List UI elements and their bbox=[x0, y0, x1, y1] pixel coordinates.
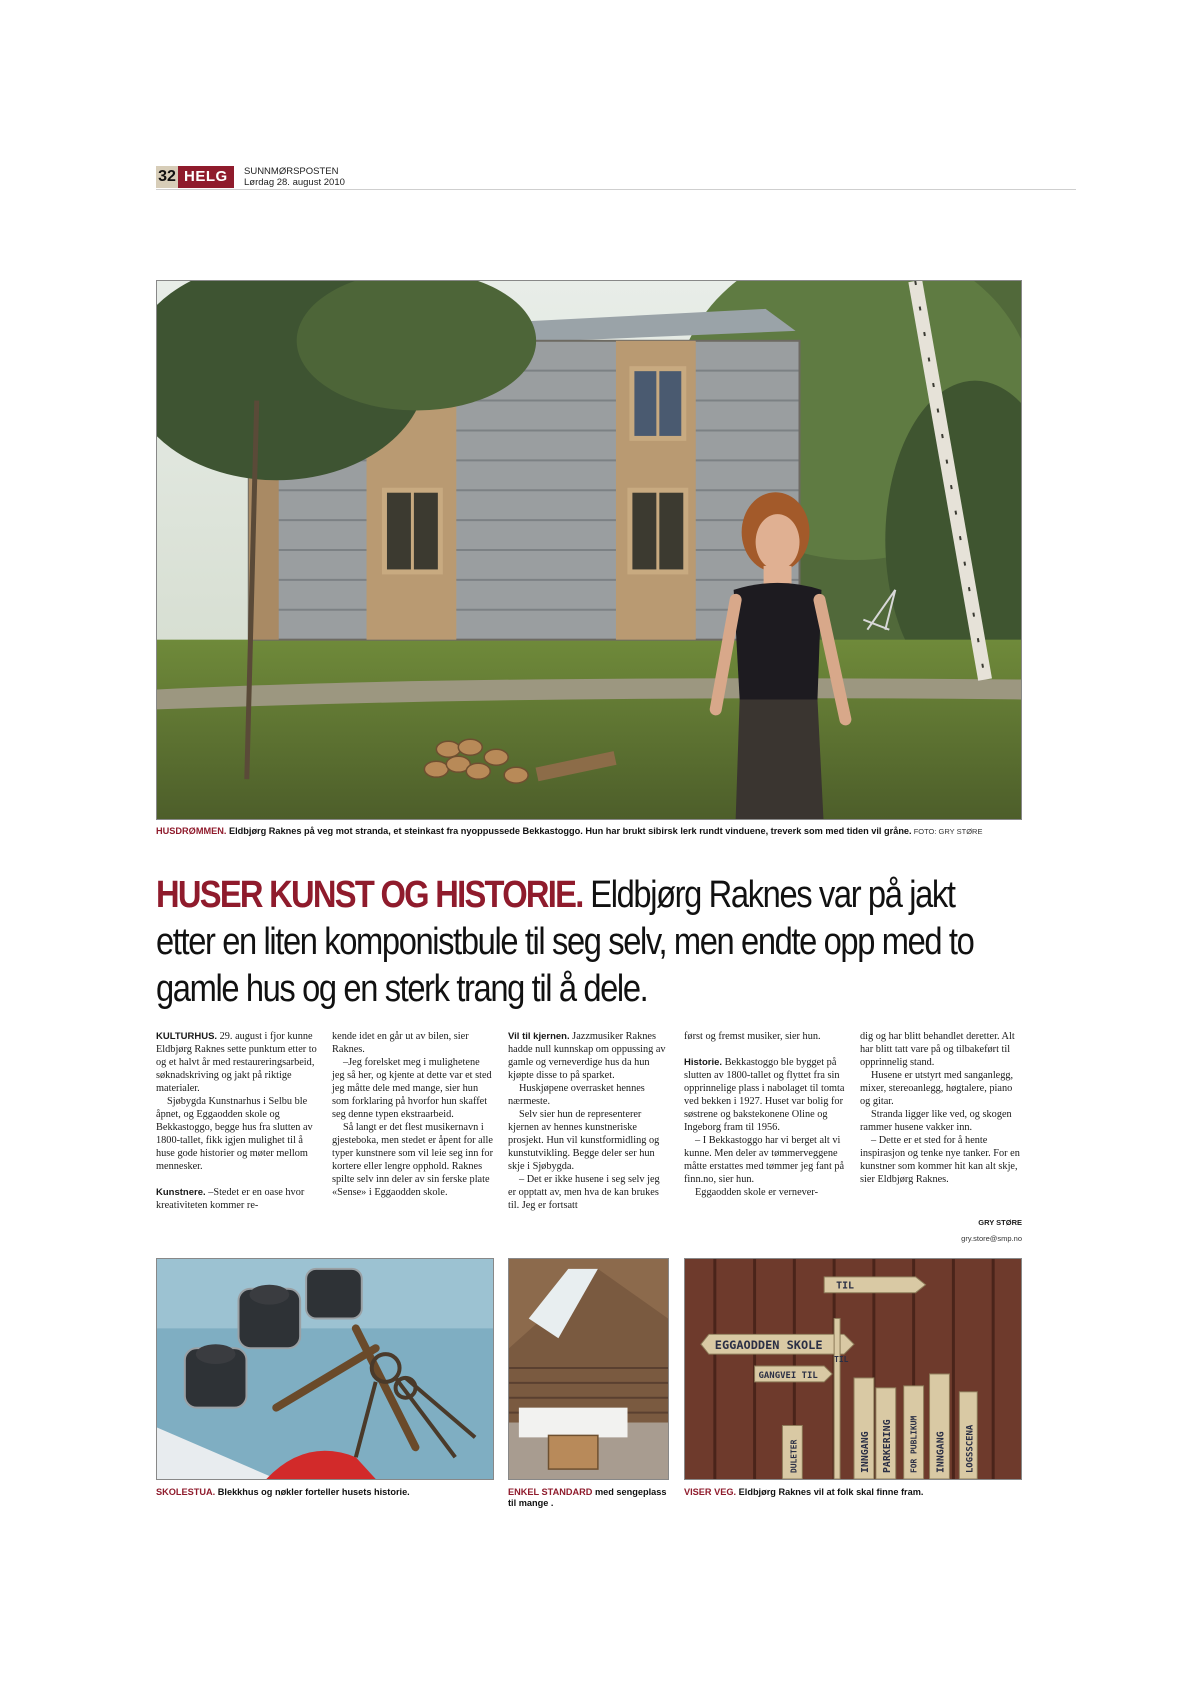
caption-lead: SKOLESTUA. bbox=[156, 1487, 216, 1497]
signposts-illustration bbox=[685, 1259, 1021, 1479]
sign-logsscena: LOGSSCENA bbox=[965, 1424, 976, 1474]
paragraph: kende idet en går ut av bilen, sier Raknes. bbox=[332, 1031, 469, 1055]
paragraph: Huskjøpene overrasket hennes nærmeste. bbox=[508, 1083, 645, 1107]
paragraph: Eggaodden skole er vernever- bbox=[695, 1187, 819, 1198]
caption-lead: ENKEL STANDARD bbox=[508, 1487, 593, 1497]
byline-email-link[interactable]: gry.store@smp.no bbox=[961, 1234, 1022, 1243]
headline bbox=[156, 872, 1020, 1013]
paragraph bbox=[684, 1056, 846, 1134]
signs-photo-caption bbox=[684, 1487, 1022, 1498]
photo-credit: FOTO: GRY STØRE bbox=[911, 827, 983, 836]
sign-eggaodden-skole: EGGAODDEN SKOLE bbox=[714, 1338, 823, 1353]
paragraph: Sjøbygda Kunstnarhus i Selbu ble åpnet, og Eggaodden skole og Bekkastoggo, begge hus fra slutten av 1800-tallet, fikk igjen mulighet til å huse gode historier og møter mellom mennesker. bbox=[156, 1096, 313, 1172]
article-column-2 bbox=[332, 1030, 494, 1199]
page-header bbox=[156, 166, 1076, 190]
caption-text: Eldbjørg Raknes på veg mot stranda, et steinkast fra nyoppussede Bekkastoggo. Hun har brukt sibirsk lerk rundt vinduene, treverk som med tiden vil gråne. bbox=[226, 826, 912, 836]
article-column-3 bbox=[508, 1030, 670, 1212]
attic-photo bbox=[508, 1258, 669, 1480]
paragraph: – Dette er et sted for å hente inspirasjon og tenke nye tanker. For en kunstner som kommer hit kan alt skje, sier Eldbjørg Raknes. bbox=[860, 1135, 1020, 1185]
paragraph-text: 29. august i fjor kunne Eldbjørg Raknes sette punktum etter to og et halvt år med restaureringsarbeid, søknadskriving og jakt på riktige materialer. bbox=[156, 1031, 317, 1094]
sign-duleter: DULETER bbox=[789, 1439, 799, 1474]
keys-photo bbox=[156, 1258, 494, 1480]
caption-text: Blekkhus og nøkler forteller husets historie. bbox=[215, 1487, 410, 1497]
page-number: 32 bbox=[156, 166, 178, 188]
newspaper-name: SUNNMØRSPOSTEN bbox=[244, 166, 339, 177]
caption-lead: HUSDRØMMEN. bbox=[156, 826, 227, 836]
masthead bbox=[244, 166, 345, 188]
subhead: Vil til kjernen. bbox=[508, 1031, 570, 1042]
paragraph: Stranda ligger like ved, og skogen rammer husene vakker inn. bbox=[860, 1109, 1012, 1133]
caption-text: med sengeplass til mange . bbox=[508, 1487, 667, 1508]
subhead: Kunstnere. bbox=[156, 1187, 206, 1198]
paragraph bbox=[508, 1030, 670, 1082]
inkwells-keys-illustration bbox=[157, 1259, 493, 1479]
caption-text: Eldbjørg Raknes vil at folk skal finne fram. bbox=[736, 1487, 924, 1497]
attic-photo-caption bbox=[508, 1487, 669, 1509]
paragraph: – Det er ikke husene i seg selv jeg er opptatt av, men hva de kan brukes til. Jeg er fortsatt bbox=[508, 1174, 660, 1211]
sign-inngang-2: INNGANG bbox=[935, 1431, 947, 1474]
paragraph: –Jeg forelsket meg i mulighetene jeg så her, og kjente at dette var et sted jeg måtte dele med mange, sier hun som forklaring på hvorfor hun skaffet seg denne typen ekstraarbeid. bbox=[332, 1057, 492, 1120]
paragraph-text: –Stedet er en oase hvor kreativiteten kommer re- bbox=[156, 1187, 305, 1211]
paragraph: Husene er utstyrt med sanganlegg, mixer, stereoanlegg, høgtalere, piano og gitar. bbox=[860, 1070, 1014, 1107]
sign-gangvei: GANGVEI TIL bbox=[758, 1370, 818, 1381]
byline-name: GRY STØRE bbox=[978, 1218, 1022, 1227]
article-column-1 bbox=[156, 1030, 318, 1212]
paragraph: Selv sier hun de representerer kjernen av hennes kunstneriske prosjekt. Hun vil kunstformidling og kunstutvikling. Begge deler ser hun skje i Sjøbygda. bbox=[508, 1109, 660, 1172]
subhead: KULTURHUS. bbox=[156, 1031, 218, 1042]
article-column-5 bbox=[860, 1030, 1022, 1186]
house-photo-illustration bbox=[157, 281, 1021, 819]
caption-lead: VISER VEG. bbox=[684, 1487, 737, 1497]
paragraph bbox=[156, 1186, 318, 1212]
main-photo bbox=[156, 280, 1022, 820]
subhead: Historie. bbox=[684, 1057, 723, 1068]
paragraph-text: Bekkastoggo ble bygget på slutten av 1800-tallet og flyttet fra sin opprinnelige plass i nabolaget til tomta ved bekken i 1927. Huset var bolig for søstrene og bakstekonene Oline og Ingeborg fram til 1956. bbox=[684, 1057, 845, 1133]
attic-room-illustration bbox=[509, 1259, 668, 1479]
main-photo-caption bbox=[156, 826, 1022, 837]
section-label: HELG bbox=[178, 166, 234, 188]
signs-photo bbox=[684, 1258, 1022, 1480]
sign-for-publikum: FOR PUBLIKUM bbox=[909, 1415, 919, 1474]
keys-photo-caption bbox=[156, 1487, 494, 1498]
paragraph-text: Jazzmusiker Raknes hadde null kunnskap om oppussing av gamle og verneverdige hus da hun kjøpte disse to på sparket. bbox=[508, 1031, 666, 1081]
issue-date: Lørdag 28. august 2010 bbox=[244, 177, 345, 188]
sign-inngang: INNGANG bbox=[859, 1431, 871, 1474]
byline bbox=[860, 1218, 1022, 1246]
article-column-4 bbox=[684, 1030, 846, 1199]
sign-til-2: TIL bbox=[834, 1355, 849, 1365]
sign-parkering: PARKERING bbox=[881, 1419, 893, 1474]
paragraph: Så langt er det flest musikernavn i gjesteboka, men stedet er åpent for alle typer kunstnere som vil leie seg inn for kortere eller lengre opphold. Raknes spilte selv inn deler av sin ferske plate «Sense» i Eggaodden skole. bbox=[332, 1122, 493, 1198]
paragraph bbox=[156, 1030, 318, 1095]
sign-til: TIL bbox=[836, 1280, 855, 1292]
headline-deck: Eldbjørg Raknes var på jakt etter en liten komponistbule til seg selv, men endte opp med to gamle hus og en sterk trang til å dele. bbox=[156, 874, 974, 1010]
headline-kicker: HUSER KUNST OG HISTORIE. bbox=[156, 874, 583, 916]
paragraph: – I Bekkastoggo har vi berget alt vi kunne. Men deler av tømmerveggene måtte erstattes med tømmer jeg fant på finn.no, sier hun. bbox=[684, 1135, 845, 1185]
paragraph: først og fremst musiker, sier hun. bbox=[684, 1031, 821, 1042]
paragraph: dig og har blitt behandlet deretter. Alt har blitt tatt vare på og tilbakeført til opprinnelig stand. bbox=[860, 1031, 1015, 1068]
